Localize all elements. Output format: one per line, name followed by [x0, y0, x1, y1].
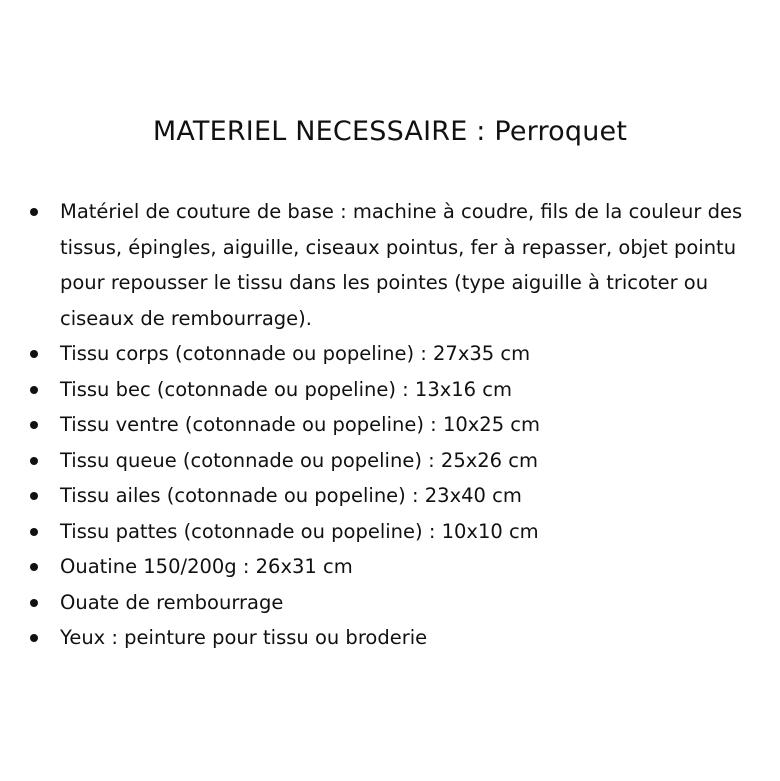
- bullet-icon: [30, 563, 38, 571]
- list-item-line: Matériel de couture de base : machine à coudre, fils de la couleur des: [60, 200, 743, 223]
- list-item: [0, 407, 780, 443]
- list-item: [0, 620, 780, 656]
- bullet-icon: [30, 599, 38, 607]
- bullet-icon: [30, 528, 38, 536]
- list-item: [0, 514, 780, 550]
- list-item-line: Ouate de rembourrage: [60, 590, 284, 614]
- list-item-line: Tissu ventre (cotonnade ou popeline) : 10x25 cm: [60, 413, 541, 436]
- list-item-line: Tissu bec (cotonnade ou popeline) : 13x16 cm: [60, 377, 512, 401]
- list-item-line: Tissu ailes (cotonnade ou popeline) : 23x40 cm: [60, 484, 522, 507]
- bullet-icon: [30, 421, 38, 429]
- list-item: [0, 443, 780, 479]
- bullet-icon: [30, 634, 38, 642]
- list-item-line: ciseaux de rembourrage).: [60, 306, 312, 330]
- list-item: [0, 549, 780, 585]
- bullet-icon: [30, 350, 38, 358]
- bullet-icon: [30, 208, 38, 216]
- list-item-line: tissus, épingles, aiguille, ciseaux pointus, fer à repasser, objet pointu: [60, 235, 737, 259]
- list-item-line: Tissu queue (cotonnade ou popeline) : 25x26 cm: [60, 448, 538, 472]
- list-item-line: Yeux : peinture pour tissu ou broderie: [60, 626, 428, 649]
- list-item: [0, 478, 780, 514]
- bullet-icon: [30, 457, 38, 465]
- list-item-line: Tissu corps (cotonnade ou popeline) : 27x35 cm: [60, 342, 531, 365]
- list-item: [0, 372, 780, 408]
- materials-list: [0, 194, 780, 656]
- list-item: [0, 336, 780, 372]
- bullet-icon: [30, 386, 38, 394]
- page-title: MATERIEL NECESSAIRE : Perroquet: [152, 116, 628, 147]
- list-item-line: Tissu pattes (cotonnade ou popeline) : 10x10 cm: [60, 519, 539, 543]
- list-item: [0, 585, 780, 621]
- list-item-line: Ouatine 150/200g : 26x31 cm: [60, 555, 353, 578]
- list-item-line: pour repousser le tissu dans les pointes (type aiguille à tricoter ou: [60, 271, 709, 294]
- bullet-icon: [30, 492, 38, 500]
- list-item: [0, 194, 780, 336]
